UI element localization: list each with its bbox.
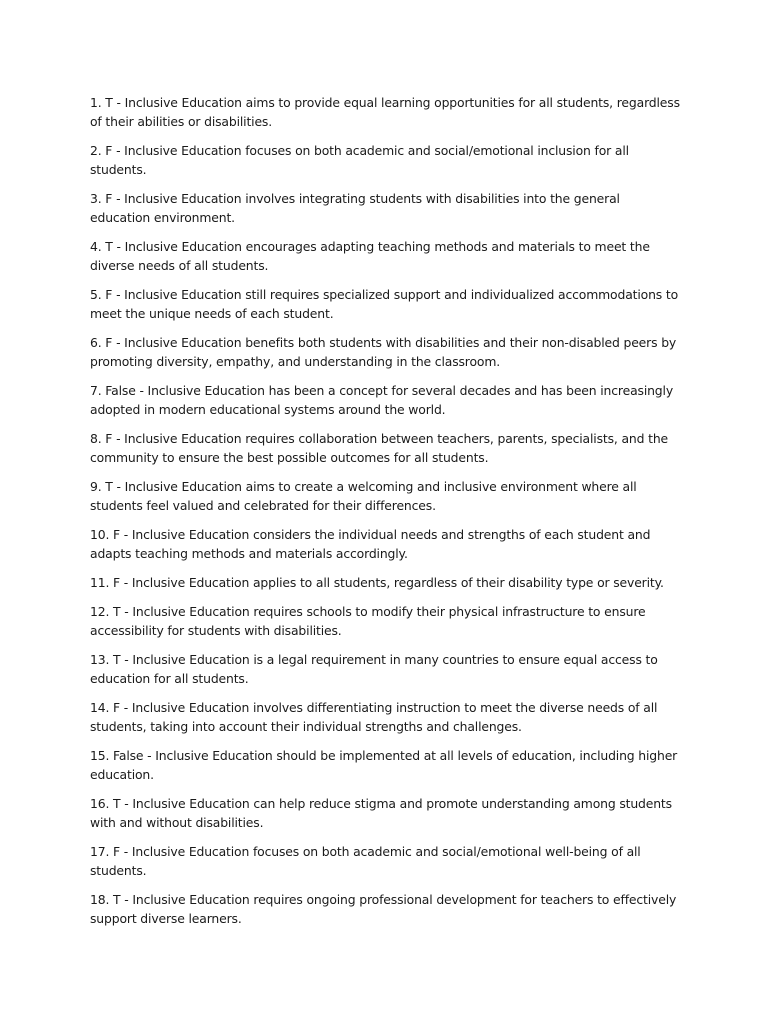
answer-item-4: 4. T - Inclusive Education encourages adapting teaching methods and materials to meet the diverse needs of all students. (90, 239, 650, 273)
answer-item-7: 7. False - Inclusive Education has been a concept for several decades and has been increasingly adopted in modern educational systems around the world. (90, 383, 673, 417)
answer-item-12: 12. T - Inclusive Education requires schools to modify their physical infrastructure to ensure accessibility for students with disabilities. (90, 604, 646, 638)
answer-item-18: 18. T - Inclusive Education requires ongoing professional development for teachers to effectively support diverse learners. (90, 892, 677, 926)
answer-item-3: 3. F - Inclusive Education involves integrating students with disabilities into the general education environment. (90, 191, 620, 225)
answer-item-13: 13. T - Inclusive Education is a legal requirement in many countries to ensure equal access to education for all students. (90, 652, 658, 686)
answer-list (90, 93, 680, 938)
answer-item-1: 1. T - Inclusive Education aims to provide equal learning opportunities for all students, regardless of their abilities or disabilities. (90, 95, 680, 129)
answer-item-8: 8. F - Inclusive Education requires collaboration between teachers, parents, specialists, and the community to ensure the best possible outcomes for all students. (90, 431, 669, 465)
answer-item-11: 11. F - Inclusive Education applies to all students, regardless of their disability type or severity. (90, 575, 664, 590)
answer-item-16: 16. T - Inclusive Education can help reduce stigma and promote understanding among students with and without disabilities. (90, 796, 672, 830)
answer-item-5: 5. F - Inclusive Education still requires specialized support and individualized accommodations to meet the unique needs of each student. (90, 287, 679, 321)
answer-item-6: 6. F - Inclusive Education benefits both students with disabilities and their non-disabled peers by promoting diversity, empathy, and understanding in the classroom. (90, 335, 677, 369)
answer-item-10: 10. F - Inclusive Education considers the individual needs and strengths of each student and adapts teaching methods and materials accordingly. (90, 527, 651, 561)
answer-item-2: 2. F - Inclusive Education focuses on both academic and social/emotional inclusion for all students. (90, 143, 629, 177)
answer-item-17: 17. F - Inclusive Education focuses on both academic and social/emotional well-being of all students. (90, 844, 641, 878)
answer-item-9: 9. T - Inclusive Education aims to create a welcoming and inclusive environment where all students feel valued and celebrated for their differences. (90, 479, 637, 513)
answer-item-14: 14. F - Inclusive Education involves differentiating instruction to meet the diverse needs of all students, taking into account their individual strengths and challenges. (90, 700, 658, 734)
answer-item-15: 15. False - Inclusive Education should be implemented at all levels of education, including higher education. (90, 748, 678, 782)
